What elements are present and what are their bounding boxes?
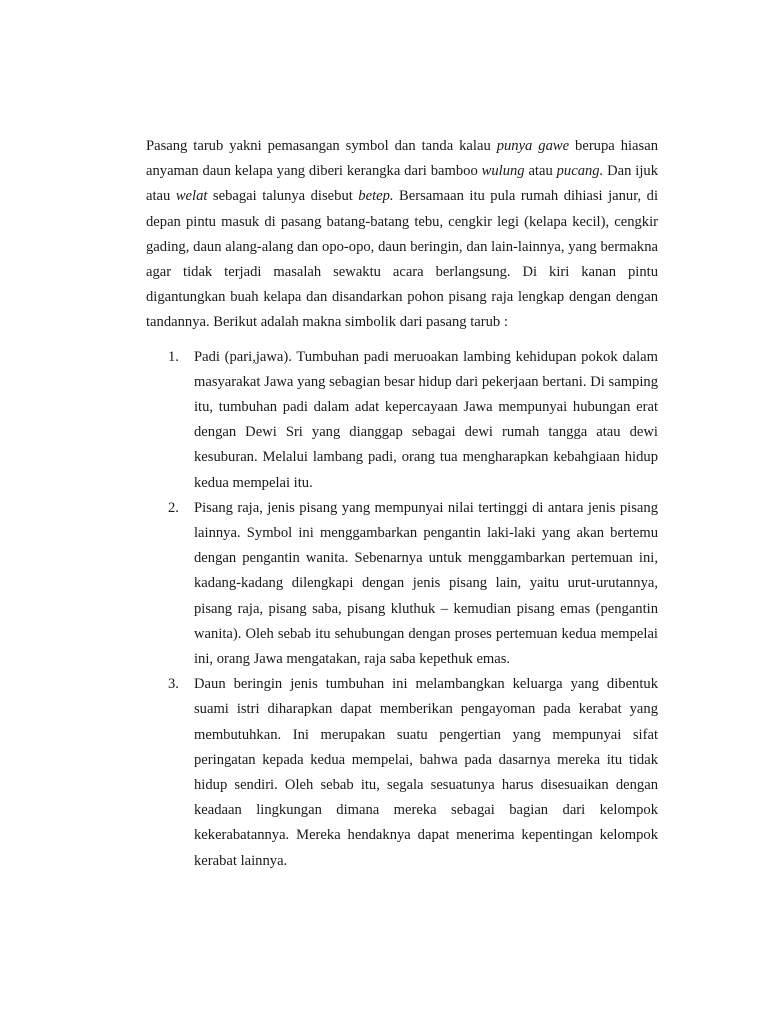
intro-italic-term: betep.	[358, 188, 394, 205]
symbol-meaning-list	[146, 345, 658, 874]
list-item-text: Padi (pari,jawa). Tumbuhan padi meruoakan lambing kehidupan pokok dalam masyarakat Jawa yang sebagian besar hidup dari pekerjaan bertani. Di samping itu, tumbuhan padi dalam adat kepercayaan Jawa mempunyai hubungan erat dengan Dewi Sri yang dianggap sebagai dewi rumah tangga atau dewi kesuburan. Melalui lambang padi, orang tua mengharapkan kebahgiaan hidup kedua mempelai itu.	[194, 348, 658, 491]
intro-italic-term: punya gawe	[496, 138, 570, 154]
intro-segment: Pasang tarub yakni pemasangan symbol dan tanda kalau	[146, 138, 497, 154]
intro-italic-term: welat	[175, 188, 208, 205]
intro-italic-term: wulung	[481, 163, 525, 180]
list-item-text: Pisang raja, jenis pisang yang mempunyai nilai tertinggi di antara jenis pisang lainnya. Symbol ini menggambarkan pengantin laki-laki yang akan bertemu dengan pengantin wanita. Sebenarnya untuk menggambarkan pertemuan ini, kadang-kadang dilengkapi dengan jenis pisang lain, yaitu urut-urutannya, pisang raja, pisang saba, pisang kluthuk – kemudian pisang emas (pengantin wanita). Oleh sebab itu sehubungan dengan proses pertemuan kedua mempelai ini, orang Jawa mengatakan, raja saba kepethuk emas.	[194, 499, 658, 668]
list-item-number: 1.	[168, 348, 179, 365]
intro-paragraph	[146, 134, 658, 336]
list-item	[146, 345, 658, 496]
intro-segment: Bersamaan itu pula rumah dihiasi janur, di depan pintu masuk di pasang batang-batang tebu, cengkir legi (kelapa kecil), cengkir gading, daun alang-alang dan opo-opo, daun beringin, dan lain-lainnya, yang bermakna agar tidak terjadi masalah sewaktu acara berlangsung. Di kiri kanan pintu digantungkan buah kelapa dan disandarkan pohon pisang raja lengkap dengan dengan tandannya. Berikut adalah makna simbolik dari pasang tarub :	[146, 188, 658, 331]
list-item	[146, 496, 658, 672]
list-item-text: Daun beringin jenis tumbuhan ini melambangkan keluarga yang dibentuk suami istri diharapkan dapat memberikan pengayoman pada kerabat yang membutuhkan. Ini merupakan suatu pengertian yang mempunyai sifat peringatan kepada kedua mempelai, bahwa pada dasarnya mereka itu tidak hidup sendiri. Oleh sebab itu, segala sesuatunya harus disesuaikan dengan keadaan lingkungan dimana mereka sebagai bagian dari kelompok kekerabatannya. Mereka hendaknya dapat menerima kepentingan kelompok kerabat lainnya.	[194, 676, 658, 869]
list-item	[146, 672, 658, 874]
intro-segment: atau	[524, 163, 557, 180]
intro-segment: sebagai talunya disebut	[207, 188, 359, 205]
intro-segment: berupa hiasan anyaman daun kelapa yang diberi kerangka dari bamboo	[146, 138, 658, 180]
list-item-number: 3.	[168, 676, 179, 693]
list-item-number: 2.	[168, 499, 179, 516]
document-body	[146, 134, 658, 874]
intro-italic-term: pucang.	[556, 163, 604, 180]
intro-segment: Dan ijuk atau	[146, 163, 658, 205]
